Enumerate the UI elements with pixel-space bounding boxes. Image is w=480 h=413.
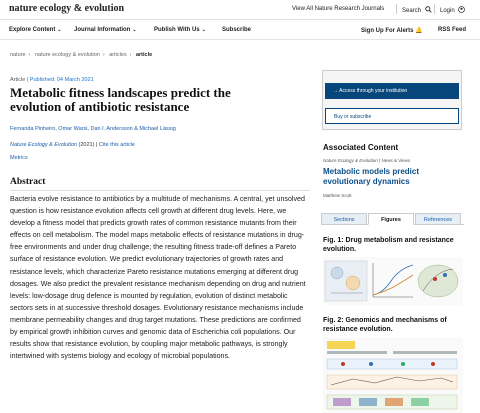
author-list[interactable]: Fernanda Pinheiro, Omar Warsi, Dan I. Andersson & Michael Lässig — [10, 126, 176, 132]
tab-figures[interactable]: Figures — [368, 213, 414, 225]
figure-1-label[interactable]: Fig. 1: Drug metabolism and resistance evolution. — [323, 237, 454, 253]
divider — [396, 4, 397, 14]
abstract-text: Bacteria evolve resistance to antibiotics by a multitude of mechanisms. A central, yet unsolved question is how resistance evolution affects cell growth at different drug levels. Here, we develop a fitness model that predicts growth rates of common resistance mutants from their effects on cell metabolism. The model maps metabolic effects of resistance mutations in drug-free environments and under drug challenge; the resulting fitness trade-off defines a Pareto surface of resistance evolution. We predict evolutionary trajectories of growth rates and resistance levels, which characterize Pareto resistance mutations emerging at different drug dosages. We also predict the prevalent resistance mechanism depending on drug and nutrient levels: low-dosage drug defence is mounted by regulation, evolution of distinct metabolic sectors sets in at successive threshold dosages. Evolutionary resistance mechanisms include membrane permeability changes and drug target mutations. These predictions are confirmed by empirical growth inhibition curves and genomic data of Escherichia coli populations. Our results show that resistance evolution, by coupling major metabolic pathways, is strongly intertwined with systems biology and ecology of microbial populations. — [10, 195, 306, 361]
associated-author: Matthew Scott — [323, 193, 352, 198]
metrics-link[interactable]: Metrics — [10, 155, 28, 161]
cite-this-article-link[interactable]: Cite this article — [98, 142, 135, 148]
chevron-right-icon: › — [28, 52, 31, 58]
breadcrumb-item[interactable]: articles — [109, 52, 127, 58]
breadcrumb-item[interactable]: nature — [10, 52, 26, 58]
published-date: Published: 04 March 2021 — [29, 77, 94, 83]
bell-icon: 🔔 — [415, 28, 423, 34]
citation-line: Nature Ecology & Evolution (2021) | Cite this article — [10, 142, 135, 148]
nav-sign-up-alerts[interactable] — [361, 27, 423, 34]
nav-label: Sign Up For Alerts — [361, 28, 414, 34]
user-icon — [458, 6, 465, 13]
breadcrumb-item[interactable]: nature ecology & evolution — [34, 52, 100, 58]
access-institution-button[interactable] — [325, 83, 459, 99]
tab-sections[interactable]: Sections — [321, 213, 367, 225]
article-type: Article — [10, 77, 26, 83]
all-journals-link[interactable]: View All Nature Research Journals — [292, 6, 385, 12]
nav-label: Explore Content — [9, 27, 56, 33]
associated-meta: Nature Ecology & Evolution | News & Views — [323, 158, 411, 163]
buy-subscribe-button[interactable]: Buy or subscribe — [325, 108, 459, 124]
associated-article-link[interactable]: Metabolic models predict evolutionary dynamics — [323, 167, 420, 186]
article-title: Metabolic fitness landscapes predict the evolution of antibiotic resistance — [10, 85, 231, 114]
divider — [10, 190, 310, 191]
nav-label: Publish With Us — [154, 27, 200, 33]
arrow-right-icon: → — [333, 88, 338, 94]
search-link[interactable] — [402, 6, 432, 14]
main-nav — [0, 20, 480, 40]
abstract-heading: Abstract — [10, 177, 46, 187]
breadcrumb-current: article — [135, 52, 153, 58]
figure-1-thumbnail[interactable] — [323, 257, 463, 305]
tab-references[interactable]: References — [415, 213, 461, 225]
content-tabs — [321, 213, 464, 225]
nav-journal-information[interactable] — [74, 27, 137, 33]
breadcrumb — [10, 52, 155, 58]
access-institution-label: Access through your institution — [339, 88, 408, 94]
figure-2-thumbnail[interactable] — [323, 337, 463, 413]
associated-journal: Nature Ecology & Evolution — [323, 158, 378, 163]
nav-publish-with-us[interactable] — [154, 27, 206, 33]
chevron-down-icon: ⌄ — [132, 27, 137, 33]
associated-content-heading: Associated Content — [323, 143, 399, 152]
top-bar — [0, 0, 480, 20]
journal-name[interactable]: Nature Ecology & Evolution — [10, 142, 77, 148]
nav-explore-content[interactable] — [9, 27, 62, 33]
publication-year: (2021) — [78, 142, 95, 148]
chevron-down-icon: ⌄ — [57, 27, 62, 33]
search-link-label: Search — [402, 8, 422, 14]
nav-subscribe[interactable]: Subscribe — [222, 27, 252, 33]
associated-type: News & Views — [381, 158, 411, 163]
login-link-label: Login — [440, 8, 455, 14]
chevron-down-icon: ⌄ — [201, 27, 206, 33]
article-meta: Article | Published: 04 March 2021 — [10, 77, 94, 83]
chevron-right-icon: › — [129, 52, 132, 58]
search-icon — [425, 6, 432, 13]
nav-label: Journal Information — [74, 27, 131, 33]
nav-rss-feed[interactable]: RSS Feed — [438, 27, 467, 33]
chevron-right-icon: › — [102, 52, 105, 58]
login-link[interactable] — [440, 6, 465, 14]
figure-2-label[interactable]: Fig. 2: Genomics and mechanisms of resistance evolution. — [323, 317, 447, 333]
journal-logo[interactable]: nature ecology & evolution — [9, 3, 125, 14]
divider — [434, 4, 435, 14]
